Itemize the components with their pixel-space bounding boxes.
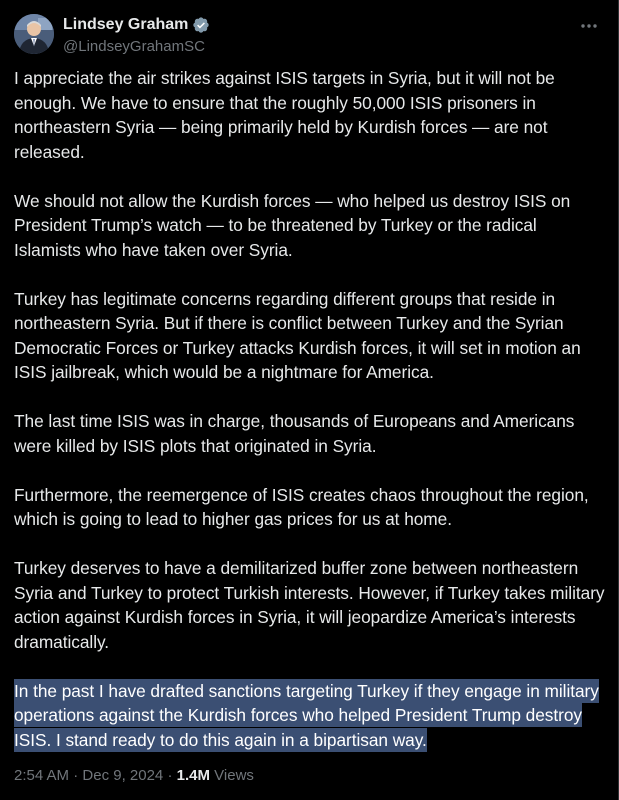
tweet-paragraph: Furthermore, the reemergence of ISIS creates chaos throughout the region, which is going to lead to higher gas prices for us at home. — [14, 484, 589, 529]
display-name[interactable]: Lindsey Graham — [63, 16, 189, 33]
tweet-meta — [14, 766, 254, 786]
more-options-icon[interactable] — [578, 16, 600, 36]
views-label: Views — [214, 767, 254, 784]
tweet-paragraph: Turkey has legitimate concerns regarding different groups that reside in northeastern Syria. But if there is conflict between Turkey and the Syrian Democratic Forces or Turkey attacks Kurdish forces, it will set in motion an ISIS jailbreak, which would be a nightmare for America. — [14, 288, 581, 382]
meta-separator: · — [167, 767, 173, 784]
tweet-paragraph: I appreciate the air strikes against ISIS targets in Syria, but it will not be enough. We have to ensure that the roughly 50,000 ISIS prisoners in northeastern Syria — being primarily held by Kurdish forces — are not released. — [14, 68, 555, 162]
selected-text: In the past I have drafted sanctions targeting Turkey if they engage in military operations against the Kurdish forces who helped President Trump destroy ISIS. I stand ready to do this again in a bipartisan way. — [14, 680, 599, 750]
verified-badge-icon[interactable] — [192, 16, 210, 34]
tweet-time[interactable]: 2:54 AM — [14, 767, 70, 784]
tweet-header — [14, 14, 604, 58]
views-count: 1.4M — [176, 767, 210, 784]
author-names — [63, 15, 210, 57]
handle[interactable]: @LindseyGrahamSC — [63, 38, 205, 55]
meta-separator: · — [73, 767, 79, 784]
tweet-paragraph: We should not allow the Kurdish forces — who helped us destroy ISIS on President Trump’s watch — to be threatened by Turkey or the radical Islamists who have taken over Syria. — [14, 190, 571, 260]
avatar[interactable] — [14, 14, 54, 54]
tweet-date[interactable]: Dec 9, 2024 — [82, 767, 164, 784]
tweet-text — [14, 66, 606, 752]
tweet-paragraph: The last time ISIS was in charge, thousands of Europeans and Americans were killed by ISIS plots that originated in Syria. — [14, 411, 575, 456]
display-name-row — [63, 15, 210, 35]
tweet-paragraph: Turkey deserves to have a demilitarized buffer zone between northeastern Syria and Turkey to protect Turkish interests. However, if Turkey takes military action against Kurdish forces in Syria, it will jeopardize America’s interests dramatically. — [14, 558, 605, 652]
tweet-paragraph-highlighted — [14, 679, 606, 753]
